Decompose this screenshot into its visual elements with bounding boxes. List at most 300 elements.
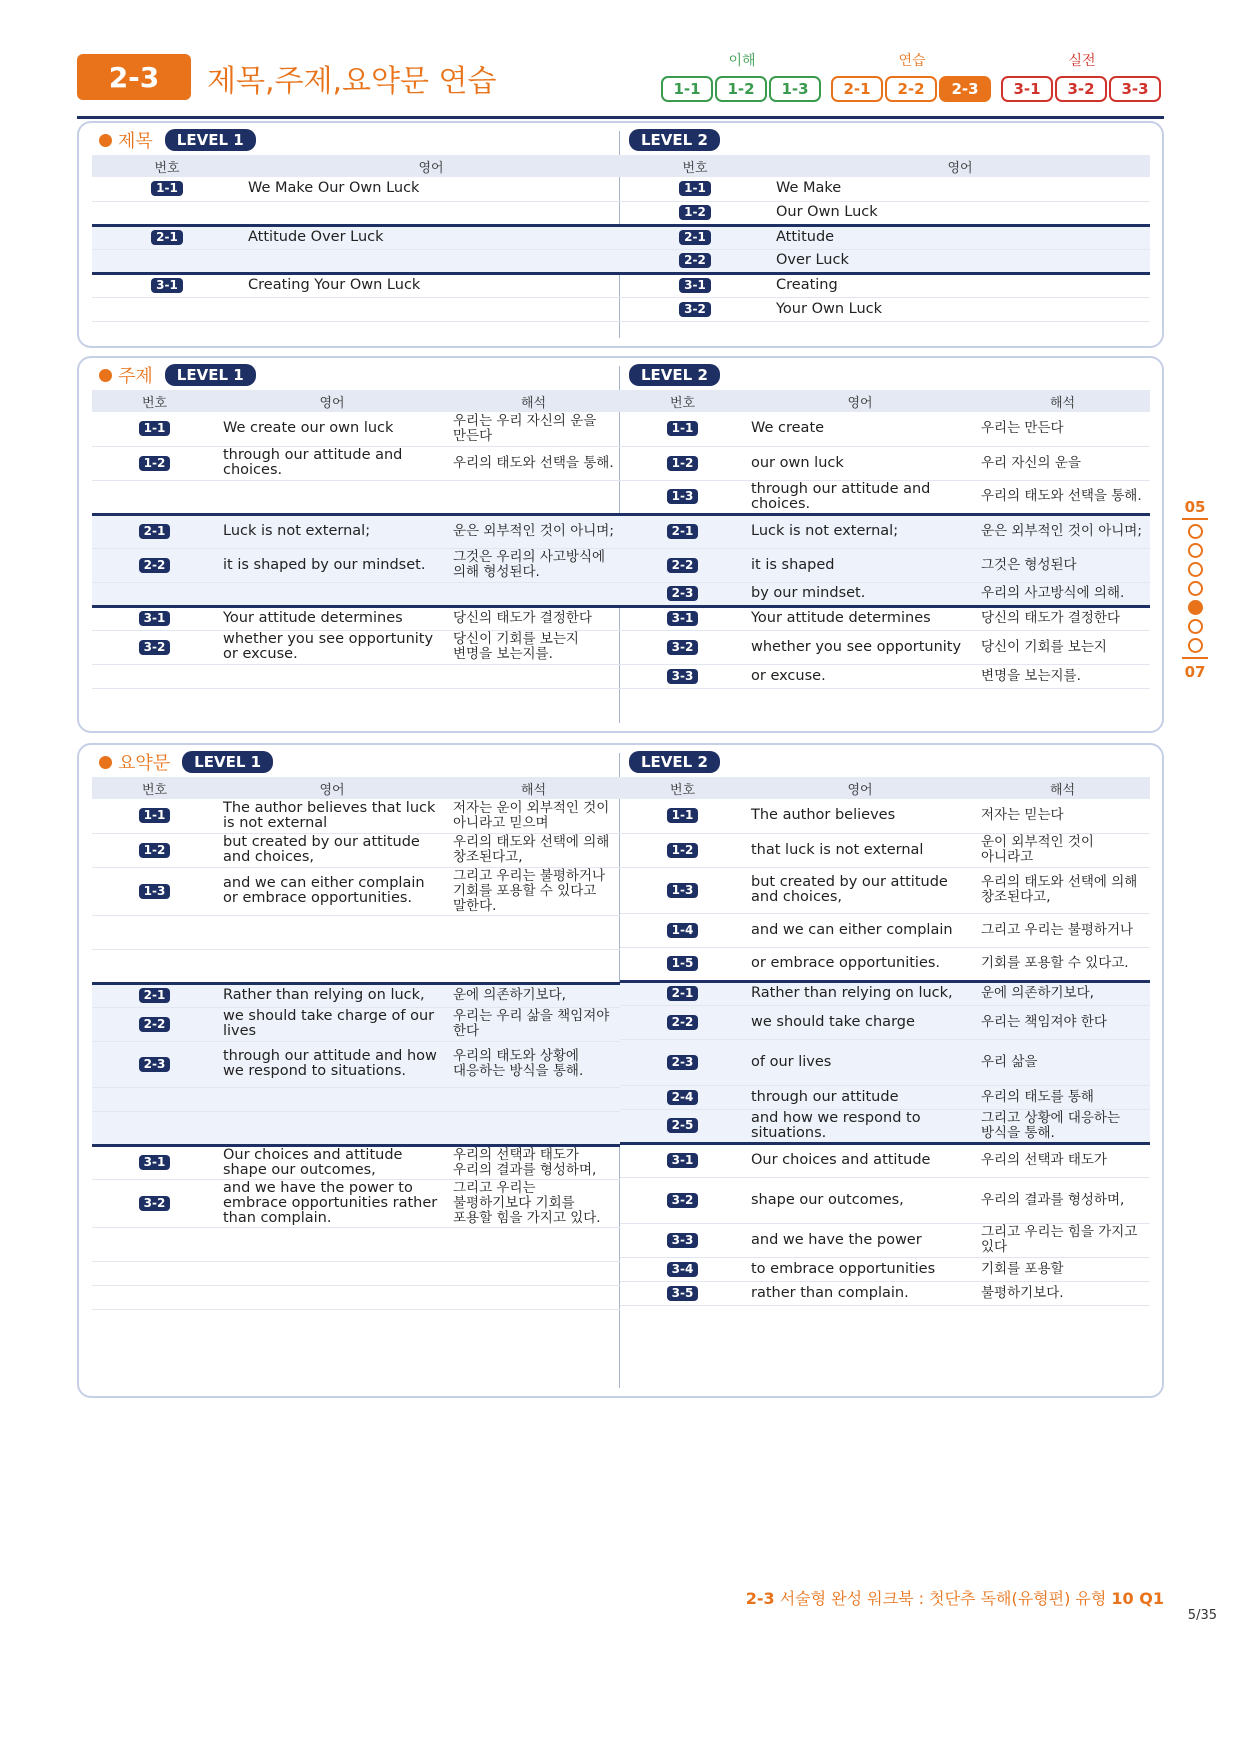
table-row	[620, 947, 1150, 981]
side-nav-circle-icon[interactable]	[1188, 562, 1203, 577]
table-row	[620, 630, 1150, 664]
row-number-badge: 3-1	[679, 278, 711, 293]
english-cell: that luck is not external	[745, 833, 975, 867]
nav-group-label: 이해	[728, 53, 756, 69]
row-number-cell	[620, 249, 770, 273]
english-cell: rather than complain.	[745, 1281, 975, 1305]
row-number-cell	[92, 867, 217, 915]
korean-cell: 우리의 선택과 태도가 우리의 결과를 형성하며,	[447, 1145, 620, 1179]
topic-l1-table	[92, 390, 620, 689]
row-number-cell	[92, 983, 217, 1007]
side-nav-circle-icon[interactable]	[1188, 619, 1203, 634]
row-number-badge: 1-2	[679, 205, 711, 220]
level-2-badge: LEVEL 2	[629, 364, 720, 386]
row-number-badge: 1-3	[667, 883, 699, 898]
english-cell: through our attitude and choices.	[217, 446, 447, 480]
table-row	[92, 225, 620, 249]
empty-cell	[447, 1111, 620, 1145]
korean-cell: 기회를 포용할	[975, 1257, 1150, 1281]
table-row	[92, 606, 620, 630]
row-number-badge: 3-4	[667, 1262, 699, 1277]
empty-cell	[447, 915, 620, 949]
row-number-badge: 2-3	[667, 1055, 699, 1070]
english-cell: our own luck	[745, 446, 975, 480]
english-cell: Our choices and attitude shape our outcomes,	[217, 1145, 447, 1179]
footer-tail: 10 Q1	[1111, 1589, 1164, 1608]
row-number-cell	[620, 833, 745, 867]
row-number-badge: 2-2	[139, 558, 171, 573]
col-header-num: 번호	[620, 777, 745, 799]
table-row	[620, 249, 1150, 273]
english-cell: whether you see opportunity	[745, 630, 975, 664]
row-number-cell	[620, 1039, 745, 1085]
table-row	[620, 867, 1150, 913]
empty-cell	[447, 1087, 620, 1111]
empty-cell	[217, 1285, 447, 1309]
row-number-cell	[620, 514, 745, 548]
empty-cell	[92, 480, 217, 514]
lesson-code-badge: 2-3	[77, 54, 191, 100]
table-row	[92, 1111, 620, 1145]
col-header-eng: 영어	[745, 390, 975, 412]
table-row	[92, 1041, 620, 1087]
nav-chip-1-3[interactable]: 1-3	[769, 76, 821, 102]
table-row	[620, 273, 1150, 297]
row-number-badge: 2-4	[667, 1090, 699, 1105]
korean-cell: 우리는 우리 삶을 책임져야 한다	[447, 1007, 620, 1041]
nav-chip-1-2[interactable]: 1-2	[715, 76, 767, 102]
korean-cell: 우리의 태도와 선택에 의해 창조된다고,	[975, 867, 1150, 913]
level-2-badge: LEVEL 2	[629, 751, 720, 773]
row-number-cell	[620, 412, 745, 446]
table-row	[620, 1143, 1150, 1177]
col-header-num: 번호	[92, 155, 242, 177]
table-row	[620, 1109, 1150, 1143]
english-cell: We Make	[770, 177, 1150, 201]
empty-cell	[217, 582, 447, 606]
english-cell: through our attitude and how we respond to situations.	[217, 1041, 447, 1087]
english-cell: Your attitude determines	[217, 606, 447, 630]
side-nav-circle-icon[interactable]	[1188, 524, 1203, 539]
row-number-badge: 1-2	[139, 843, 171, 858]
english-cell: whether you see opportunity or excuse.	[217, 630, 447, 664]
table-row	[620, 606, 1150, 630]
section-header-level2	[629, 129, 720, 151]
side-nav-circle-icon[interactable]	[1188, 543, 1203, 558]
table-row	[620, 582, 1150, 606]
col-header-eng: 영어	[242, 155, 620, 177]
table-row	[92, 177, 620, 201]
row-number-badge: 2-1	[667, 524, 699, 539]
english-cell: Luck is not external;	[217, 514, 447, 548]
row-number-cell	[620, 1257, 745, 1281]
korean-cell: 저자는 운이 외부적인 것이 아니라고 믿으며	[447, 799, 620, 833]
topic-section	[77, 356, 1164, 733]
english-cell: We create	[745, 412, 975, 446]
row-number-badge: 3-1	[667, 611, 699, 626]
section-header	[99, 751, 273, 773]
empty-cell	[92, 1261, 217, 1285]
table-row	[92, 664, 620, 688]
row-number-badge: 1-1	[667, 808, 699, 823]
row-number-badge: 2-1	[667, 986, 699, 1001]
row-number-cell	[620, 273, 770, 297]
korean-cell: 그리고 우리는 불평하기보다 기회를 포용할 힘을 가지고 있다.	[447, 1179, 620, 1227]
side-nav-circle-active-icon[interactable]	[1188, 600, 1203, 615]
english-cell: through our attitude	[745, 1085, 975, 1109]
row-number-cell	[92, 1007, 217, 1041]
row-number-cell	[620, 981, 745, 1005]
table-row	[620, 664, 1150, 688]
row-number-badge: 2-1	[139, 988, 171, 1003]
empty-cell	[447, 1227, 620, 1261]
row-number-badge: 2-2	[667, 1015, 699, 1030]
empty-cell	[447, 664, 620, 688]
row-number-badge: 2-1	[139, 524, 171, 539]
row-number-cell	[620, 913, 745, 947]
english-cell: The author believes that luck is not external	[217, 799, 447, 833]
table-row	[620, 412, 1150, 446]
row-number-cell	[92, 833, 217, 867]
table-row	[620, 480, 1150, 514]
table-row	[620, 177, 1150, 201]
side-nav-start: 05	[1184, 498, 1206, 516]
footer-title: 서술형 완성 워크북 : 첫단추 독해(유형편) 유형	[774, 1589, 1112, 1608]
row-number-badge: 3-1	[667, 1153, 699, 1168]
table-row	[620, 799, 1150, 833]
nav-group-understand	[661, 52, 823, 102]
english-cell: or excuse.	[745, 664, 975, 688]
table-row	[92, 446, 620, 480]
row-number-cell	[92, 799, 217, 833]
row-number-badge: 1-4	[667, 923, 699, 938]
row-number-cell	[620, 582, 745, 606]
row-number-badge: 3-2	[139, 640, 171, 655]
english-cell: it is shaped	[745, 548, 975, 582]
table-row	[620, 1281, 1150, 1305]
table-row	[620, 833, 1150, 867]
row-number-badge: 3-1	[151, 278, 183, 293]
table-row	[620, 297, 1150, 321]
korean-cell: 변명을 보는지를.	[975, 664, 1150, 688]
korean-cell: 그것은 형성된다	[975, 548, 1150, 582]
english-cell: Our Own Luck	[770, 201, 1150, 225]
page-number: 5/35	[1187, 1608, 1217, 1623]
row-number-cell	[620, 606, 745, 630]
nav-chip-3-3[interactable]: 3-3	[1109, 76, 1161, 102]
summary-l2-table	[620, 777, 1150, 1306]
nav-group-practice	[831, 52, 993, 102]
row-number-badge: 1-2	[667, 456, 699, 471]
row-number-badge: 3-2	[679, 302, 711, 317]
table-row	[92, 1145, 620, 1179]
row-number-cell	[620, 947, 745, 981]
row-number-cell	[620, 1109, 745, 1143]
english-cell: Your Own Luck	[770, 297, 1150, 321]
empty-cell	[92, 582, 217, 606]
row-number-badge: 3-5	[667, 1286, 699, 1301]
empty-cell	[217, 1087, 447, 1111]
english-cell: Luck is not external;	[745, 514, 975, 548]
empty-cell	[242, 297, 620, 321]
empty-cell	[92, 1087, 217, 1111]
nav-chip-2-1[interactable]: 2-1	[831, 76, 883, 102]
title-l2-table	[620, 155, 1150, 322]
col-header-kor: 해석	[975, 390, 1150, 412]
page-title: 제목,주제,요약문 연습	[207, 64, 497, 99]
row-number-cell	[620, 1143, 745, 1177]
korean-cell: 우리의 태도와 선택을 통해.	[975, 480, 1150, 514]
row-number-cell	[92, 273, 242, 297]
korean-cell: 당신의 태도가 결정한다	[975, 606, 1150, 630]
korean-cell: 우리의 사고방식에 의해.	[975, 582, 1150, 606]
korean-cell: 운에 의존하기보다,	[975, 981, 1150, 1005]
empty-cell	[92, 1227, 217, 1261]
table-row	[92, 273, 620, 297]
korean-cell: 우리의 태도와 선택에 의해 창조된다고,	[447, 833, 620, 867]
row-number-badge: 1-3	[139, 884, 171, 899]
english-cell: to embrace opportunities	[745, 1257, 975, 1281]
korean-cell: 우리의 태도와 상황에 대응하는 방식을 통해.	[447, 1041, 620, 1087]
col-header-eng: 영어	[217, 390, 447, 412]
summary-l1-table	[92, 777, 620, 1310]
section-header-level2	[629, 751, 720, 773]
row-number-cell	[92, 630, 217, 664]
table-row	[620, 446, 1150, 480]
row-number-cell	[620, 664, 745, 688]
row-number-badge: 1-2	[667, 843, 699, 858]
english-cell: and we have the power to embrace opportunities rather than complain.	[217, 1179, 447, 1227]
nav-chip-2-2[interactable]: 2-2	[885, 76, 937, 102]
english-cell: and we can either complain or embrace opportunities.	[217, 867, 447, 915]
english-cell: but created by our attitude and choices,	[217, 833, 447, 867]
empty-cell	[92, 664, 217, 688]
empty-cell	[217, 1227, 447, 1261]
korean-cell: 우리의 결과를 형성하며,	[975, 1177, 1150, 1223]
page-header	[77, 52, 1164, 120]
nav-group-real	[1001, 52, 1163, 102]
row-number-badge: 2-2	[679, 253, 711, 268]
korean-cell: 그리고 상황에 대응하는 방식을 통해.	[975, 1109, 1150, 1143]
english-cell: by our mindset.	[745, 582, 975, 606]
english-cell: and we can either complain	[745, 913, 975, 947]
english-cell: shape our outcomes,	[745, 1177, 975, 1223]
english-cell: or embrace opportunities.	[745, 947, 975, 981]
row-number-badge: 1-5	[667, 956, 699, 971]
table-row	[92, 249, 620, 273]
english-cell: Creating	[770, 273, 1150, 297]
table-row	[92, 1261, 620, 1285]
row-number-badge: 3-3	[667, 1233, 699, 1248]
row-number-cell	[92, 412, 217, 446]
row-number-badge: 2-5	[667, 1118, 699, 1133]
table-row	[92, 983, 620, 1007]
korean-cell: 우리의 태도를 통해	[975, 1085, 1150, 1109]
empty-cell	[447, 949, 620, 983]
row-number-cell	[620, 1005, 745, 1039]
row-number-badge: 2-2	[139, 1017, 171, 1032]
header-rule	[77, 116, 1164, 119]
english-cell: we should take charge of our lives	[217, 1007, 447, 1041]
empty-cell	[242, 249, 620, 273]
korean-cell: 당신이 기회를 보는지 변명을 보는지를.	[447, 630, 620, 664]
row-number-cell	[620, 446, 745, 480]
section-header-level2	[629, 364, 720, 386]
table-row	[92, 297, 620, 321]
col-header-kor: 해석	[447, 390, 620, 412]
table-row	[620, 548, 1150, 582]
empty-cell	[217, 949, 447, 983]
empty-cell	[92, 1111, 217, 1145]
row-number-badge: 3-2	[667, 640, 699, 655]
section-header	[99, 129, 256, 151]
table-row	[92, 915, 620, 949]
korean-cell: 당신의 태도가 결정한다	[447, 606, 620, 630]
nav-group-label: 연습	[898, 53, 926, 69]
korean-cell: 당신이 기회를 보는지	[975, 630, 1150, 664]
row-number-badge: 3-2	[139, 1196, 171, 1211]
row-number-cell	[620, 1085, 745, 1109]
table-row	[92, 630, 620, 664]
empty-cell	[92, 249, 242, 273]
table-row	[620, 913, 1150, 947]
row-number-badge: 2-3	[139, 1057, 171, 1072]
row-number-badge: 2-1	[151, 230, 183, 245]
table-row	[620, 1257, 1150, 1281]
row-number-badge: 1-1	[679, 181, 711, 196]
korean-cell: 우리는 만든다	[975, 412, 1150, 446]
korean-cell: 운에 의존하기보다,	[447, 983, 620, 1007]
english-cell: The author believes	[745, 799, 975, 833]
table-row	[92, 201, 620, 225]
level-1-badge: LEVEL 1	[165, 129, 256, 151]
english-cell: and how we respond to situations.	[745, 1109, 975, 1143]
level-2-badge: LEVEL 2	[629, 129, 720, 151]
row-number-cell	[92, 1041, 217, 1087]
empty-cell	[92, 1285, 217, 1309]
korean-cell: 기회를 포용할 수 있다고.	[975, 947, 1150, 981]
nav-chip-3-1[interactable]: 3-1	[1001, 76, 1053, 102]
row-number-badge: 1-1	[139, 421, 171, 436]
korean-cell: 우리의 선택과 태도가	[975, 1143, 1150, 1177]
side-nav-circle-icon[interactable]	[1188, 581, 1203, 596]
row-number-badge: 1-1	[667, 421, 699, 436]
empty-cell	[447, 1285, 620, 1309]
row-number-badge: 3-3	[667, 669, 699, 684]
table-row	[92, 548, 620, 582]
english-cell: Attitude	[770, 225, 1150, 249]
row-number-cell	[620, 480, 745, 514]
row-number-cell	[620, 548, 745, 582]
section-label: 주제	[118, 366, 153, 387]
english-cell: Your attitude determines	[745, 606, 975, 630]
col-header-eng: 영어	[217, 777, 447, 799]
row-number-cell	[92, 225, 242, 249]
table-row	[92, 1227, 620, 1261]
empty-cell	[217, 915, 447, 949]
level-1-badge: LEVEL 1	[165, 364, 256, 386]
empty-cell	[217, 1111, 447, 1145]
table-row	[620, 1085, 1150, 1109]
korean-cell: 불평하기보다.	[975, 1281, 1150, 1305]
table-row	[620, 981, 1150, 1005]
side-nav-circle-icon[interactable]	[1188, 638, 1203, 653]
empty-cell	[217, 480, 447, 514]
korean-cell: 우리는 책임져야 한다	[975, 1005, 1150, 1039]
side-nav-rule	[1182, 657, 1208, 659]
table-row	[92, 867, 620, 915]
col-header-eng: 영어	[770, 155, 1150, 177]
level-1-badge: LEVEL 1	[182, 751, 273, 773]
korean-cell: 그리고 우리는 힘을 가지고 있다	[975, 1223, 1150, 1257]
topic-l2-table	[620, 390, 1150, 689]
korean-cell: 우리는 우리 자신의 운을 만든다	[447, 412, 620, 446]
table-row	[92, 582, 620, 606]
korean-cell: 우리의 태도와 선택을 통해.	[447, 446, 620, 480]
side-nav-end: 07	[1184, 663, 1206, 681]
empty-cell	[242, 201, 620, 225]
table-row	[92, 1087, 620, 1111]
nav-chip-1-1[interactable]: 1-1	[661, 76, 713, 102]
korean-cell: 그리고 우리는 불평하거나 기회를 포용할 수 있다고 말한다.	[447, 867, 620, 915]
empty-cell	[217, 1261, 447, 1285]
row-number-cell	[620, 177, 770, 201]
row-number-badge: 1-1	[139, 808, 171, 823]
col-header-kor: 해석	[975, 777, 1150, 799]
nav-chip-3-2[interactable]: 3-2	[1055, 76, 1107, 102]
table-row	[620, 1039, 1150, 1085]
row-number-cell	[620, 1223, 745, 1257]
table-row	[620, 201, 1150, 225]
col-header-num: 번호	[620, 155, 770, 177]
section-label: 제목	[118, 131, 153, 152]
korean-cell: 운은 외부적인 것이 아니며;	[447, 514, 620, 548]
korean-cell: 운은 외부적인 것이 아니며;	[975, 514, 1150, 548]
row-number-cell	[620, 799, 745, 833]
row-number-cell	[620, 630, 745, 664]
bullet-dot-icon	[99, 369, 112, 382]
empty-cell	[92, 949, 217, 983]
row-number-badge: 3-2	[667, 1193, 699, 1208]
english-cell: of our lives	[745, 1039, 975, 1085]
empty-cell	[92, 915, 217, 949]
english-cell: Over Luck	[770, 249, 1150, 273]
korean-cell: 저자는 믿는다	[975, 799, 1150, 833]
table-row	[92, 833, 620, 867]
table-row	[620, 1005, 1150, 1039]
title-l1-table	[92, 155, 620, 322]
row-number-cell	[92, 606, 217, 630]
korean-cell: 그것은 우리의 사고방식에 의해 형성된다.	[447, 548, 620, 582]
row-number-badge: 1-2	[139, 456, 171, 471]
table-row	[92, 480, 620, 514]
english-cell: we should take charge	[745, 1005, 975, 1039]
english-cell: Rather than relying on luck,	[745, 981, 975, 1005]
col-header-num: 번호	[620, 390, 745, 412]
table-row	[92, 1285, 620, 1309]
korean-cell: 운이 외부적인 것이 아니라고	[975, 833, 1150, 867]
row-number-badge: 2-1	[679, 230, 711, 245]
table-row	[92, 1179, 620, 1227]
nav-group-label: 실전	[1068, 53, 1096, 69]
table-row	[92, 949, 620, 983]
side-page-nav	[1182, 498, 1208, 681]
korean-cell: 우리 자신의 운을	[975, 446, 1150, 480]
row-number-cell	[620, 297, 770, 321]
col-header-num: 번호	[92, 777, 217, 799]
footer-text	[746, 1586, 1164, 1609]
nav-chip-2-3-active[interactable]: 2-3	[939, 76, 991, 102]
